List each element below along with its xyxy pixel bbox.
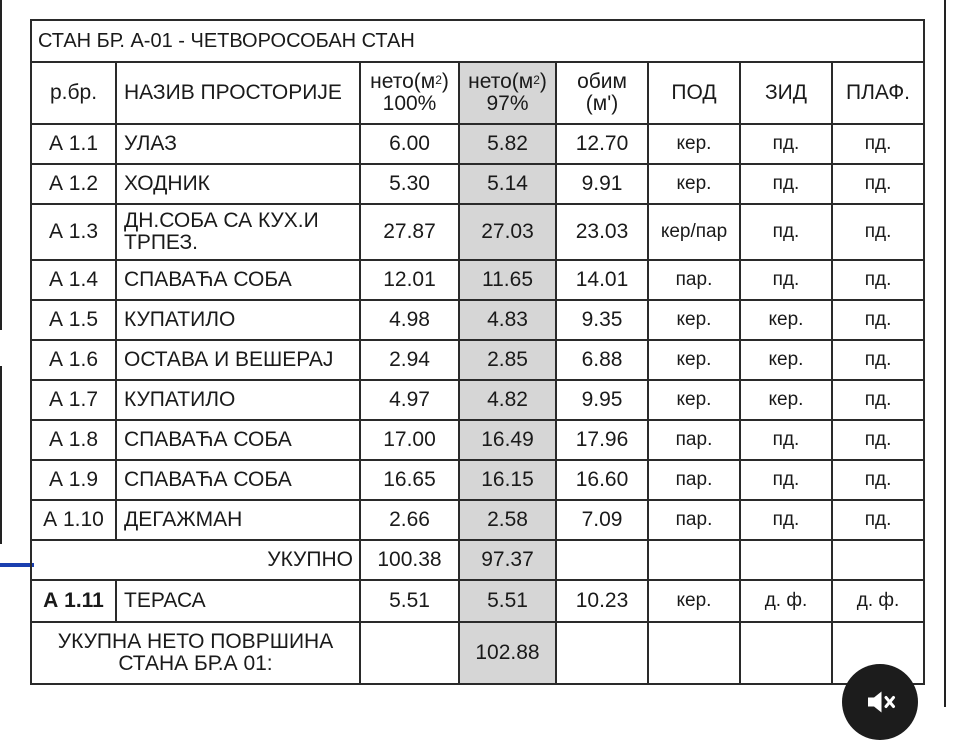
room-perimeter: 12.70 [556, 124, 648, 164]
header-net-97: $нето(м^2)$ 97% [459, 62, 556, 124]
room-name: ДЕГАЖМАН [116, 500, 360, 540]
header-net-100: $нето(м^2)$ 100% [360, 62, 459, 124]
room-net-100: 16.65 [360, 460, 459, 500]
room-wall: пд. [740, 420, 832, 460]
room-perimeter: 9.35 [556, 300, 648, 340]
grand-total-empty [740, 622, 832, 684]
page-edge-line-right [944, 0, 946, 707]
table-row [31, 500, 924, 540]
terrace-ceiling: д. ф. [832, 580, 924, 622]
page-edge-marker [0, 563, 34, 567]
subtotal-empty [832, 540, 924, 580]
room-ceiling: пд. [832, 340, 924, 380]
page-edge-line [0, 366, 2, 544]
terrace-num: А 1.11 [31, 580, 116, 622]
table-row [31, 204, 924, 260]
grand-total-empty [648, 622, 740, 684]
room-wall: кер. [740, 380, 832, 420]
room-net-100: 5.30 [360, 164, 459, 204]
room-floor: кер. [648, 340, 740, 380]
terrace-row [31, 580, 924, 622]
room-ceiling: пд. [832, 420, 924, 460]
grand-total-empty [556, 622, 648, 684]
room-wall: пд. [740, 460, 832, 500]
subtotal-empty [556, 540, 648, 580]
room-floor: пар. [648, 260, 740, 300]
room-num: А 1.5 [31, 300, 116, 340]
header-floor: ПОД [648, 62, 740, 124]
room-wall: кер. [740, 300, 832, 340]
room-net-100: 4.97 [360, 380, 459, 420]
room-name: КУПАТИЛО [116, 300, 360, 340]
room-net-100: 17.00 [360, 420, 459, 460]
room-name: КУПАТИЛО [116, 380, 360, 420]
room-net-97: 2.58 [459, 500, 556, 540]
header-perimeter: обим (м') [556, 62, 648, 124]
room-net-97: 4.82 [459, 380, 556, 420]
room-name: ОСТАВА И ВЕШЕРАЈ [116, 340, 360, 380]
subtotal-net-100: 100.38 [360, 540, 459, 580]
room-floor: кер. [648, 164, 740, 204]
room-net-100: 12.01 [360, 260, 459, 300]
page-edge-line [0, 0, 2, 330]
room-net-100: 27.87 [360, 204, 459, 260]
room-perimeter: 17.96 [556, 420, 648, 460]
room-floor: кер/пар [648, 204, 740, 260]
subtotal-empty [740, 540, 832, 580]
terrace-wall: д. ф. [740, 580, 832, 622]
room-wall: пд. [740, 500, 832, 540]
subtotal-net-97: 97.37 [459, 540, 556, 580]
room-ceiling: пд. [832, 204, 924, 260]
header-num: р.бр. [31, 62, 116, 124]
room-name: СПАВАЋА СОБА [116, 460, 360, 500]
grand-total-value: 102.88 [459, 622, 556, 684]
table-row [31, 300, 924, 340]
table-title-row [31, 20, 924, 62]
room-perimeter: 9.95 [556, 380, 648, 420]
table-row [31, 380, 924, 420]
grand-total-label: УКУПНА НЕТО ПОВРШИНА СТАНА БР.А 01: [31, 622, 360, 684]
room-ceiling: пд. [832, 500, 924, 540]
room-ceiling: пд. [832, 164, 924, 204]
room-floor: пар. [648, 420, 740, 460]
room-floor: кер. [648, 380, 740, 420]
room-wall: пд. [740, 204, 832, 260]
room-name: УЛАЗ [116, 124, 360, 164]
room-wall: пд. [740, 260, 832, 300]
room-net-97: 5.82 [459, 124, 556, 164]
room-floor: пар. [648, 460, 740, 500]
room-name: ХОДНИК [116, 164, 360, 204]
table-row [31, 460, 924, 500]
room-net-97: 16.49 [459, 420, 556, 460]
table-row [31, 340, 924, 380]
terrace-net-97: 5.51 [459, 580, 556, 622]
room-net-97: 2.85 [459, 340, 556, 380]
room-net-97: 5.14 [459, 164, 556, 204]
room-net-97: 11.65 [459, 260, 556, 300]
subtotal-empty [648, 540, 740, 580]
room-wall: кер. [740, 340, 832, 380]
header-wall: ЗИД [740, 62, 832, 124]
room-floor: кер. [648, 300, 740, 340]
room-perimeter: 6.88 [556, 340, 648, 380]
room-num: А 1.7 [31, 380, 116, 420]
room-net-100: 2.66 [360, 500, 459, 540]
room-net-97: 4.83 [459, 300, 556, 340]
terrace-name: ТЕРАСА [116, 580, 360, 622]
room-num: А 1.8 [31, 420, 116, 460]
room-net-97: 27.03 [459, 204, 556, 260]
room-name: СПАВАЋА СОБА [116, 420, 360, 460]
room-ceiling: пд. [832, 260, 924, 300]
room-perimeter: 9.91 [556, 164, 648, 204]
room-net-100: 2.94 [360, 340, 459, 380]
room-perimeter: 14.01 [556, 260, 648, 300]
mute-button[interactable] [842, 664, 918, 740]
table-row [31, 420, 924, 460]
room-perimeter: 7.09 [556, 500, 648, 540]
room-num: А 1.2 [31, 164, 116, 204]
subtotal-row [31, 540, 924, 580]
table-row [31, 124, 924, 164]
room-num: А 1.1 [31, 124, 116, 164]
room-net-97: 16.15 [459, 460, 556, 500]
table-row [31, 164, 924, 204]
room-ceiling: пд. [832, 300, 924, 340]
header-room-name: НАЗИВ ПРОСТОРИЈЕ [116, 62, 360, 124]
room-wall: пд. [740, 164, 832, 204]
room-ceiling: пд. [832, 124, 924, 164]
terrace-net-100: 5.51 [360, 580, 459, 622]
apartment-area-table [30, 19, 925, 685]
room-name: ДН.СОБА СА КУХ.И ТРПЕЗ. [116, 204, 360, 260]
table-row [31, 260, 924, 300]
room-ceiling: пд. [832, 380, 924, 420]
room-num: А 1.3 [31, 204, 116, 260]
room-net-100: 6.00 [360, 124, 459, 164]
grand-total-empty [360, 622, 459, 684]
subtotal-label: УКУПНО [31, 540, 360, 580]
room-floor: пар. [648, 500, 740, 540]
terrace-perimeter: 10.23 [556, 580, 648, 622]
room-num: А 1.4 [31, 260, 116, 300]
room-perimeter: 16.60 [556, 460, 648, 500]
room-net-100: 4.98 [360, 300, 459, 340]
room-perimeter: 23.03 [556, 204, 648, 260]
table-title: СТАН БР. А-01 - ЧЕТВОРОСОБАН СТАН [31, 20, 924, 62]
room-num: А 1.6 [31, 340, 116, 380]
room-num: А 1.10 [31, 500, 116, 540]
terrace-floor: кер. [648, 580, 740, 622]
room-wall: пд. [740, 124, 832, 164]
room-ceiling: пд. [832, 460, 924, 500]
room-floor: кер. [648, 124, 740, 164]
speaker-muted-icon [862, 684, 898, 720]
table-header-row [31, 62, 924, 124]
room-num: А 1.9 [31, 460, 116, 500]
room-name: СПАВАЋА СОБА [116, 260, 360, 300]
header-ceiling: ПЛАФ. [832, 62, 924, 124]
grand-total-row [31, 622, 924, 684]
